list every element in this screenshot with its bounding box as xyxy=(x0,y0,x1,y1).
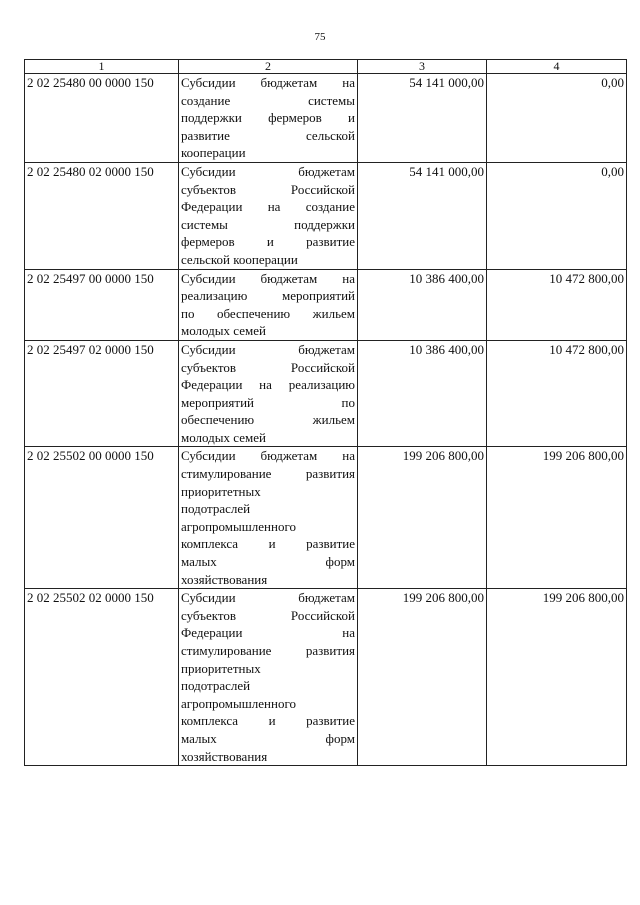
description-line: фермеров и развитие xyxy=(181,234,355,250)
table-row xyxy=(25,269,627,340)
classification-code: 2 02 25480 00 0000 150 xyxy=(25,74,179,163)
table-header xyxy=(25,60,627,74)
column-header-4: 4 xyxy=(487,60,627,74)
classification-code: 2 02 25502 00 0000 150 xyxy=(25,447,179,589)
amount-column-3: 10 386 400,00 xyxy=(358,340,487,447)
revenue-description xyxy=(179,340,358,447)
amount-column-4: 10 472 800,00 xyxy=(487,340,627,447)
revenue-description xyxy=(179,589,358,766)
revenue-description xyxy=(179,269,358,340)
amount-column-3: 199 206 800,00 xyxy=(358,447,487,589)
description-line: комплекса и развитие xyxy=(181,713,355,729)
amount-column-4: 199 206 800,00 xyxy=(487,589,627,766)
classification-code: 2 02 25497 00 0000 150 xyxy=(25,269,179,340)
description-line: субъектов Российской xyxy=(181,607,355,623)
column-header-1: 1 xyxy=(25,60,179,74)
description-line: хозяйствования xyxy=(181,571,268,587)
table-body xyxy=(25,74,627,766)
table-row xyxy=(25,340,627,447)
description-line: малых форм xyxy=(181,730,355,746)
revenue-description xyxy=(179,447,358,589)
classification-code: 2 02 25497 02 0000 150 xyxy=(25,340,179,447)
description-line: субъектов Российской xyxy=(181,181,355,197)
description-line: Субсидии бюджетам на xyxy=(181,75,355,90)
amount-column-3: 54 141 000,00 xyxy=(358,162,487,269)
description-line: приоритетных xyxy=(181,483,261,499)
description-line: Субсидии бюджетам xyxy=(181,590,355,606)
description-line: Субсидии бюджетам на xyxy=(181,270,355,286)
amount-column-3: 10 386 400,00 xyxy=(358,269,487,340)
description-line: стимулирование развития xyxy=(181,643,355,658)
revenue-description xyxy=(179,162,358,269)
description-line: создание системы xyxy=(181,92,355,108)
description-line: кооперации xyxy=(181,145,246,161)
revenue-description xyxy=(179,74,358,163)
amount-column-4: 199 206 800,00 xyxy=(487,447,627,589)
description-line: подотраслей xyxy=(181,678,251,694)
column-header-2: 2 xyxy=(179,60,358,74)
table-row xyxy=(25,162,627,269)
description-line: Субсидии бюджетам на xyxy=(181,448,355,464)
amount-column-4: 0,00 xyxy=(487,74,627,163)
description-line: Федерации на реализацию xyxy=(181,377,355,393)
description-line: молодых семей xyxy=(181,323,266,339)
table-row xyxy=(25,447,627,589)
amount-column-3: 54 141 000,00 xyxy=(358,74,487,163)
classification-code: 2 02 25502 02 0000 150 xyxy=(25,589,179,766)
amount-column-3: 199 206 800,00 xyxy=(358,589,487,766)
column-header-3: 3 xyxy=(358,60,487,74)
description-line: обеспечению жильем xyxy=(181,412,355,428)
description-line: Субсидии бюджетам xyxy=(181,341,355,357)
description-line: малых форм xyxy=(181,554,355,570)
page-number: 75 xyxy=(314,31,326,43)
description-line: Субсидии бюджетам xyxy=(181,163,355,179)
amount-column-4: 10 472 800,00 xyxy=(487,269,627,340)
description-line: стимулирование развития xyxy=(181,466,355,482)
description-line: мероприятий по xyxy=(181,394,355,410)
description-line: хозяйствования xyxy=(181,748,268,764)
classification-code: 2 02 25480 02 0000 150 xyxy=(25,162,179,269)
description-line: Федерации на создание xyxy=(181,199,355,215)
description-line: сельской кооперации xyxy=(181,251,298,267)
description-line: по обеспечению жильем xyxy=(181,305,355,321)
description-line: поддержки фермеров и xyxy=(181,110,355,126)
table-row xyxy=(25,589,627,766)
table-row xyxy=(25,74,627,163)
description-line: развитие сельской xyxy=(181,127,355,143)
budget-table xyxy=(24,59,627,766)
amount-column-4: 0,00 xyxy=(487,162,627,269)
description-line: Федерации на xyxy=(181,625,355,641)
description-line: подотраслей xyxy=(181,501,251,517)
description-line: субъектов Российской xyxy=(181,359,355,375)
description-line: реализацию мероприятий xyxy=(181,288,355,304)
description-line: агропромышленного xyxy=(181,695,296,711)
description-line: системы поддержки xyxy=(181,216,355,232)
description-line: приоритетных xyxy=(181,660,261,676)
description-line: комплекса и развитие xyxy=(181,536,355,552)
description-line: молодых семей xyxy=(181,429,266,445)
description-line: агропромышленного xyxy=(181,518,296,534)
